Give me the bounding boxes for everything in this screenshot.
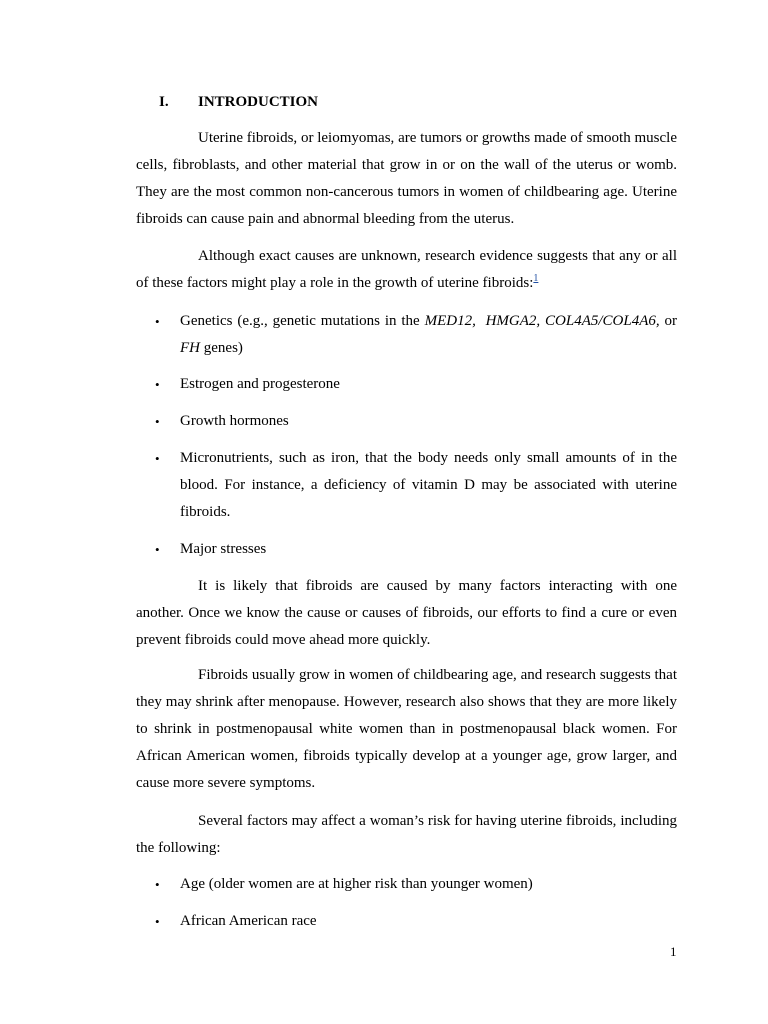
bullet-icon: • [155, 877, 160, 892]
section-title: INTRODUCTION [198, 94, 319, 110]
bullet-icon: • [155, 451, 160, 466]
list-item-race [155, 908, 677, 935]
bullet-icon: • [155, 377, 160, 392]
bullet-icon: • [155, 542, 160, 557]
list-item-micronutrients [155, 445, 677, 526]
bullet-icon: • [155, 914, 160, 929]
paragraph-causes [136, 243, 677, 297]
list-item-text: Micronutrients, such as iron, that the body needs only small amounts of in the blood. For instance, a deficiency of vitamin D may be associated with uterine fibroids. [180, 450, 677, 520]
bullet-icon: • [155, 314, 160, 329]
footnote-link[interactable]: 1 [533, 273, 539, 284]
list-item-age [155, 871, 677, 898]
list-item-text: Estrogen and progesterone [180, 376, 340, 392]
list-item-text: African American race [180, 913, 317, 929]
paragraph-causes-text: Although exact causes are unknown, research evidence suggests that any or all of these factors might play a role in the growth of uterine fibroids: [136, 248, 677, 291]
paragraph-many-factors: It is likely that fibroids are caused by many factors interacting with one another. Once we know the cause or causes of fibroids, our efforts to find a cure or even prevent fibroids could move ahead more quickly. [136, 578, 677, 648]
list-item-text: Genetics (e.g., genetic mutations in the MED12, HMGA2, COL4A5/COL4A6, or FH genes) [180, 313, 678, 356]
list-item-text: Growth hormones [180, 413, 289, 429]
list-item-text: Major stresses [180, 541, 267, 557]
list-item-stresses [155, 536, 677, 563]
list-item-text: Age (older women are at higher risk than younger women) [180, 876, 533, 892]
section-number: I. [159, 94, 169, 110]
bullet-icon: • [155, 414, 160, 429]
paragraph-risk-intro: Several factors may affect a woman’s risk for having uterine fibroids, including the following: [136, 813, 677, 856]
list-item-hormones [155, 371, 677, 398]
list-item-growth-hormones [155, 408, 677, 435]
paragraph-menopause: Fibroids usually grow in women of childbearing age, and research suggests that they may shrink after menopause. However, research also shows that they are more likely to shrink in postmenopausal white women than in postmenopausal black women. For African American women, fibroids typically develop at a younger age, grow larger, and cause more severe symptoms. [136, 667, 677, 791]
section-heading [159, 93, 318, 111]
page-number: 1 [670, 944, 677, 959]
paragraph-definition: Uterine fibroids, or leiomyomas, are tumors or growths made of smooth muscle cells, fibroblasts, and other material that grow in or on the wall of the uterus or womb. They are the most common non-cancerous tumors in women of childbearing age. Uterine fibroids can cause pain and abnormal bleeding from the uterus. [136, 130, 677, 227]
list-item-genetics [155, 308, 677, 362]
